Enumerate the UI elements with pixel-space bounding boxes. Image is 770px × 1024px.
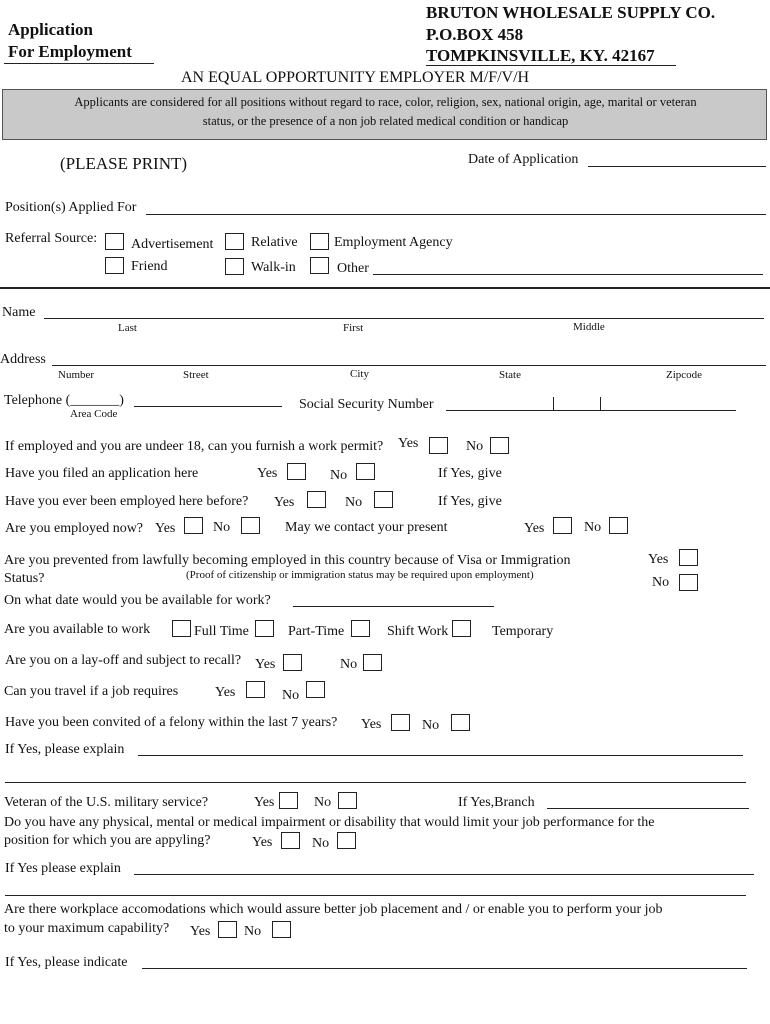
ssn-label: Social Security Number (299, 397, 434, 412)
name-field[interactable] (44, 318, 764, 319)
q-travel-yes-checkbox[interactable] (246, 681, 265, 698)
q-veteran-yes-checkbox[interactable] (279, 792, 298, 809)
q-accom-yes-checkbox[interactable] (218, 921, 237, 938)
q-visa-yes-label: Yes (648, 552, 669, 567)
q-available-work: Are you available to work (4, 622, 151, 637)
referral-label: Referral Source: (5, 231, 98, 246)
q-felony: Have you been convited of a felony within the last 7 years? (5, 715, 338, 730)
eeo-statement: AN EQUAL OPPORTUNITY EMPLOYER M/F/V/H (181, 69, 530, 86)
impairment-explain-field-2[interactable] (5, 895, 746, 896)
felony-explain-field-2[interactable] (5, 782, 746, 783)
name-label: Name (2, 305, 36, 320)
company-name: BRUTON WHOLESALE SUPPLY CO. (426, 3, 716, 22)
q-accom-no-label: No (244, 924, 262, 939)
referral-other-field[interactable] (373, 274, 763, 275)
referral-relative-label: Relative (251, 235, 298, 250)
q-impairment-line1: Do you have any physical, mental or medical impairment or disability that would limit your job performance for the (4, 815, 655, 830)
q-available-date: On what date would you be available for work? (4, 593, 271, 608)
q-permit-no-checkbox[interactable] (490, 437, 509, 454)
q-impairment-line2: position for which you are appyling? (4, 833, 211, 848)
q-impairment-yes-checkbox[interactable] (281, 832, 300, 849)
q-visa-note: (Proof of citizenship or immigration status may be required upon employment) (186, 569, 534, 581)
telephone-field[interactable] (134, 406, 282, 407)
if-yes-explain-label: If Yes, please explain (5, 742, 125, 757)
banner-line2: status, or the presence of a non job related medical condition or handicap (202, 114, 569, 128)
q-contact-no-checkbox[interactable] (609, 517, 628, 534)
q-contact-present: May we contact your present (285, 520, 448, 535)
felony-explain-field[interactable] (138, 755, 743, 756)
q-permit: If employed and you are undeer 18, can you furnish a work permit? (5, 439, 384, 454)
company-underline (426, 65, 676, 66)
q-layoff-yes-checkbox[interactable] (283, 654, 302, 671)
position-label: Position(s) Applied For (5, 200, 137, 215)
q-layoff-no-checkbox[interactable] (363, 654, 382, 671)
shift-work-label: Shift Work (387, 624, 449, 639)
q-employed-now-no-label: No (213, 520, 231, 535)
impairment-explain-field[interactable] (134, 874, 754, 875)
q-veteran-no-checkbox[interactable] (338, 792, 357, 809)
q-felony-yes-checkbox[interactable] (391, 714, 410, 731)
name-middle-caption: Middle (573, 321, 605, 333)
referral-agency-label: Employment Agency (334, 235, 453, 250)
q-filed-yes-label: Yes (257, 466, 278, 481)
q-travel: Can you travel if a job requires (4, 684, 179, 699)
q-accom-line1: Are there workplace accomodations which would assure better job placement and / or enable you to perform your job (4, 902, 663, 917)
q-travel-yes-label: Yes (215, 685, 236, 700)
q-accom-yes-label: Yes (190, 924, 211, 939)
q-contact-yes-label: Yes (524, 521, 545, 536)
q-filed-no-label: No (330, 468, 348, 483)
addr-city-caption: City (350, 368, 369, 380)
referral-other-label: Other (337, 261, 369, 276)
banner-line1: Applicants are considered for all positions without regard to race, color, religion, sex, national origin, age, marital or veteran (74, 95, 697, 109)
q-contact-no-label: No (584, 520, 602, 535)
q-employed-before-if-yes: If Yes, give (438, 494, 502, 509)
q-accom-no-checkbox[interactable] (272, 921, 291, 938)
q-permit-yes-checkbox[interactable] (429, 437, 448, 454)
q-impairment-no-checkbox[interactable] (337, 832, 356, 849)
referral-relative-checkbox[interactable] (225, 233, 244, 250)
address-label: Address (0, 352, 46, 367)
q-employed-before-no-label: No (345, 495, 363, 510)
q-visa-line2: Status? (4, 571, 45, 586)
ssn-separator-1 (553, 397, 554, 411)
q-filed-if-yes: If Yes, give (438, 466, 502, 481)
addr-zip-caption: Zipcode (666, 369, 703, 381)
referral-advertisement-label: Advertisement (131, 237, 214, 252)
addr-state-caption: State (499, 369, 521, 381)
name-first-caption: First (343, 322, 364, 334)
addr-number-caption: Number (58, 369, 95, 381)
accom-indicate-field[interactable] (142, 968, 747, 969)
name-last-caption: Last (118, 322, 137, 334)
referral-other-checkbox[interactable] (310, 257, 329, 274)
form-title-line2: For Employment (8, 42, 132, 61)
q-travel-no-label: No (282, 688, 300, 703)
full-time-label: Full Time (194, 624, 249, 639)
q-impairment-yes-label: Yes (252, 835, 273, 850)
referral-agency-checkbox[interactable] (310, 233, 329, 250)
if-yes-explain2-label: If Yes please explain (5, 861, 121, 876)
available-date-field[interactable] (293, 606, 494, 607)
ssn-field[interactable] (446, 410, 736, 411)
q-permit-no-label: No (466, 439, 484, 454)
please-print: (PLEASE PRINT) (60, 154, 188, 173)
q-visa-yes-checkbox[interactable] (679, 549, 698, 566)
title-underline (4, 63, 154, 64)
referral-friend-checkbox[interactable] (105, 257, 124, 274)
temporary-checkbox[interactable] (452, 620, 471, 637)
part-time-checkbox[interactable] (255, 620, 274, 637)
q-felony-no-checkbox[interactable] (451, 714, 470, 731)
address-field[interactable] (52, 365, 766, 366)
q-visa-no-label: No (652, 575, 670, 590)
q-veteran: Veteran of the U.S. military service? (4, 795, 209, 810)
q-employed-before-no-checkbox[interactable] (374, 491, 393, 508)
q-layoff-yes-label: Yes (255, 657, 276, 672)
q-visa-no-checkbox[interactable] (679, 574, 698, 591)
q-felony-yes-label: Yes (361, 717, 382, 732)
company-pobox: P.O.BOX 458 (426, 25, 524, 44)
q-veteran-yes-label: Yes (254, 795, 275, 810)
q-employed-now-yes-checkbox[interactable] (184, 517, 203, 534)
branch-field[interactable] (547, 808, 749, 809)
q-travel-no-checkbox[interactable] (306, 681, 325, 698)
date-label: Date of Application (468, 152, 579, 167)
if-yes-branch-label: If Yes,Branch (458, 795, 535, 810)
q-felony-no-label: No (422, 718, 440, 733)
addr-street-caption: Street (183, 369, 209, 381)
q-veteran-no-label: No (314, 795, 332, 810)
ssn-separator-2 (600, 397, 601, 411)
q-filed: Have you filed an application here (5, 466, 199, 481)
q-layoff: Are you on a lay-off and subject to recall? (5, 653, 242, 668)
form-title-line1: Application (8, 20, 94, 39)
q-filed-no-checkbox[interactable] (356, 463, 375, 480)
q-employed-before-yes-label: Yes (274, 495, 295, 510)
q-permit-yes-label: Yes (398, 436, 419, 451)
referral-friend-label: Friend (131, 259, 168, 274)
q-employed-now: Are you employed now? (5, 521, 144, 536)
area-code-caption: Area Code (70, 408, 118, 420)
nondiscrimination-banner (2, 89, 767, 140)
referral-walkin-checkbox[interactable] (225, 258, 244, 275)
full-time-checkbox[interactable] (172, 620, 191, 637)
q-accom-line2: to your maximum capability? (4, 921, 170, 936)
q-employed-before: Have you ever been employed here before? (5, 494, 249, 509)
q-employed-now-no-checkbox[interactable] (241, 517, 260, 534)
date-of-application-field[interactable] (588, 166, 766, 167)
q-contact-yes-checkbox[interactable] (553, 517, 572, 534)
part-time-label: Part-Time (288, 624, 345, 639)
q-employed-before-yes-checkbox[interactable] (307, 491, 326, 508)
q-filed-yes-checkbox[interactable] (287, 463, 306, 480)
q-impairment-no-label: No (312, 836, 330, 851)
company-city: TOMPKINSVILLE, KY. 42167 (426, 46, 655, 65)
referral-walkin-label: Walk-in (251, 260, 296, 275)
q-visa-line1: Are you prevented from lawfully becoming employed in this country because of Visa or Immigration (4, 553, 571, 568)
temporary-label: Temporary (492, 624, 554, 639)
if-yes-indicate-label: If Yes, please indicate (5, 955, 128, 970)
q-employed-now-yes-label: Yes (155, 521, 176, 536)
shift-work-checkbox[interactable] (351, 620, 370, 637)
q-layoff-no-label: No (340, 657, 358, 672)
referral-advertisement-checkbox[interactable] (105, 233, 124, 250)
telephone-label: Telephone (_______) (4, 393, 124, 408)
section-divider (0, 287, 770, 289)
position-field[interactable] (146, 214, 766, 215)
